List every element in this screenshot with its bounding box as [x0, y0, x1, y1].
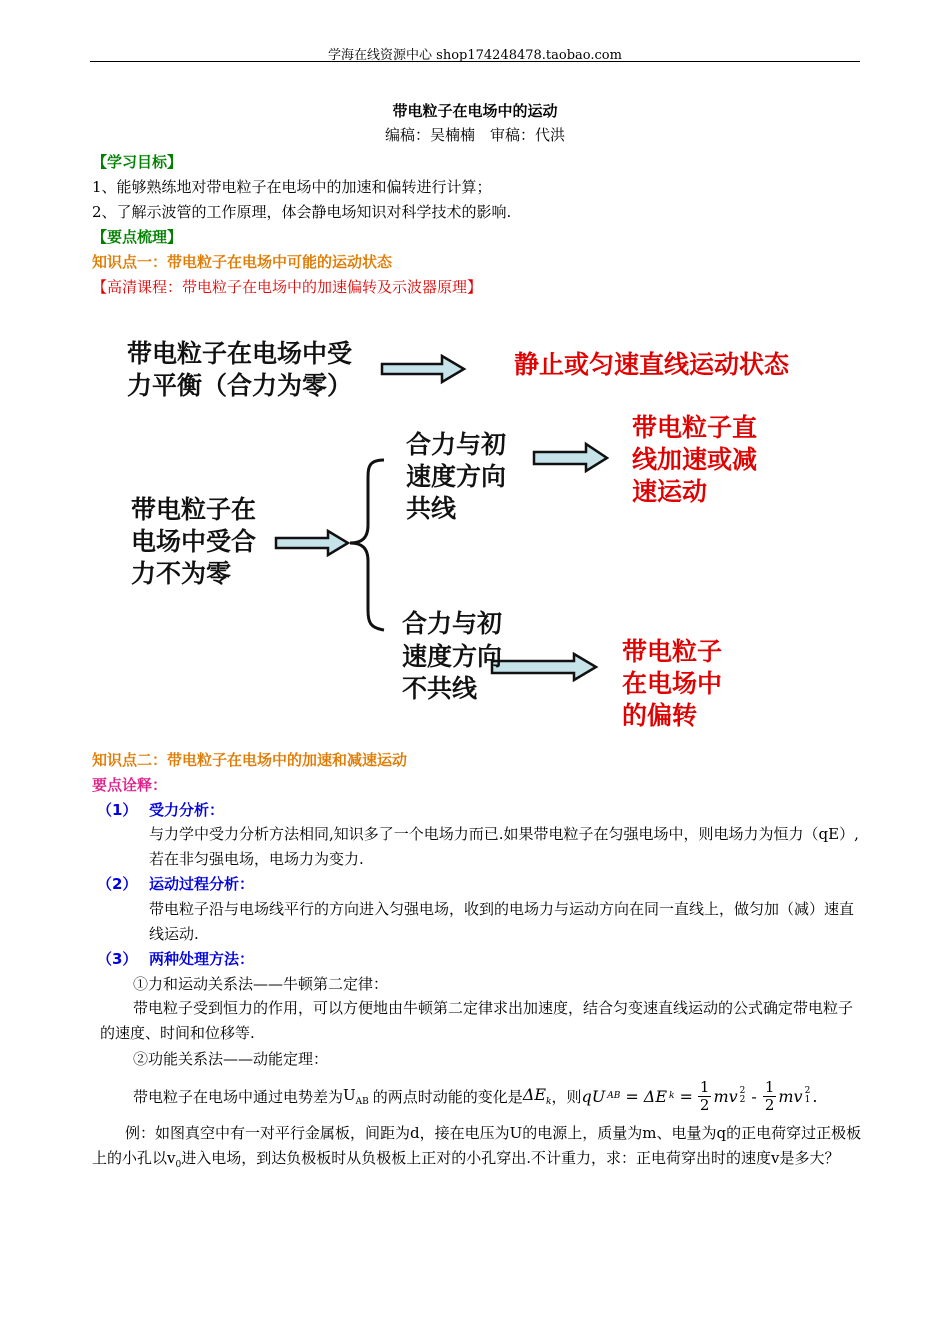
diagram-top-left-1: 带电粒子在电场中受 [127, 339, 353, 368]
item2-text: 带电粒子沿与电场线平行的方向进入匀强电场，收到的电场力与运动方向在同一直线上，做匀加（减）速直线运动. [149, 900, 855, 943]
method2-text-b: 的两点时动能的变化是 [372, 1087, 523, 1106]
point1-course-link[interactable]: 【高清课程：带电粒子在电场中的加速偏转及示波器原理】 [92, 278, 483, 296]
item1-text: 与力学中受力分析方法相同,知识多了一个电场力而已.如果带电粒子在匀强电场中，则电场力为恒力（qE）,若在非匀强电场，电场力为变力. [149, 825, 859, 868]
brace [350, 460, 384, 630]
diagram-result-lower-3: 的偏转 [622, 701, 698, 730]
method2-formula-line [133, 1074, 817, 1118]
diagram-mid-left-3: 力不为零 [131, 559, 232, 588]
delta-ek: $\Delta E_k$ [522, 1084, 552, 1108]
diagram-result-upper-2: 线加速或减 [632, 445, 758, 474]
item1-num: （1） [97, 801, 138, 819]
item3-label: 两种处理方法： [149, 950, 255, 968]
arrow-mid [276, 531, 348, 555]
diagram-result-lower-1: 带电粒子 [622, 637, 723, 666]
goal-item-2: 2、了解示波管的工作原理，体会静电场知识对科学技术的影响. [92, 203, 512, 221]
diagram-result-upper-1: 带电粒子直 [632, 413, 758, 442]
method2-text-c: ，则 [551, 1087, 582, 1106]
item3-num: （3） [97, 950, 138, 968]
diagram-branch-upper-2: 速度方向 [406, 462, 507, 491]
diagram-branch-lower-3: 不共线 [402, 674, 478, 703]
explain-heading: 要点诠释： [92, 776, 168, 794]
arrow-top [382, 356, 464, 382]
diagram-mid-left-2: 电场中受合 [131, 527, 257, 556]
method2-text-a: 带电粒子在电场中通过电势差为 [133, 1087, 344, 1106]
method1-text: 带电粒子受到恒力的作用，可以方便地由牛顿第二定律求出加速度，结合匀变速直线运动的公式确定带电粒子的速度、时间和位移等. [100, 999, 854, 1042]
point2-title: 知识点二：带电粒子在电场中的加速和减速运动 [92, 751, 408, 769]
diagram-branch-lower-1: 合力与初 [402, 609, 503, 638]
diagram-result-upper-3: 速运动 [632, 477, 708, 506]
diagram-branch-upper-1: 合力与初 [406, 430, 507, 459]
item2-num: （2） [97, 875, 138, 893]
goals-heading: 【学习目标】 [92, 153, 183, 171]
diagram-mid-left-1: 带电粒子在 [131, 495, 257, 524]
arrow-lower [492, 654, 596, 680]
example-text: 例：如图真空中有一对平行金属板，间距为d，接在电压为U的电源上，质量为m、电量为q的正电荷穿过正极板上的小孔以$v_0$进入电场，到达负极板时从负极板上正对的小孔穿出.不计重力，求：正电荷穿出时的速度v是多大？ [92, 1124, 862, 1170]
item2-label: 运动过程分析： [149, 875, 255, 893]
point1-title: 知识点一：带电粒子在电场中可能的运动状态 [92, 253, 393, 271]
goal-item-1: 1、能够熟练地对带电粒子在电场中的加速和偏转进行计算； [92, 178, 492, 196]
method2-title: ②功能关系法——动能定理： [133, 1050, 329, 1068]
method2-uab: $U_{AB}$ [343, 1085, 369, 1107]
item1-label: 受力分析： [149, 801, 225, 819]
method1-title: ①力和运动关系法——牛顿第二定律： [133, 975, 389, 993]
page-header: 学海在线资源中心 shop174248478.taobao.com [328, 48, 622, 63]
diagram-top-right: 静止或匀速直线运动状态 [514, 350, 790, 379]
doc-title: 带电粒子在电场中的运动 [392, 102, 558, 120]
diagram-branch-lower-2: 速度方向 [402, 642, 503, 671]
keypoints-heading: 【要点梳理】 [92, 228, 183, 246]
doc-authors: 编稿：吴楠楠 审稿：代洪 [384, 126, 565, 144]
diagram-top-left-2: 力平衡（合力为零） [127, 371, 353, 400]
diagram-result-lower-2: 在电场中 [622, 669, 723, 698]
arrow-upper [534, 444, 607, 471]
energy-formula: qU AB = ΔE k = $\frac{1}{2}$ mv 2 2 - $\frac{1}{2}$ mv 2 1 . [581, 1077, 818, 1114]
diagram-branch-upper-3: 共线 [406, 494, 457, 523]
